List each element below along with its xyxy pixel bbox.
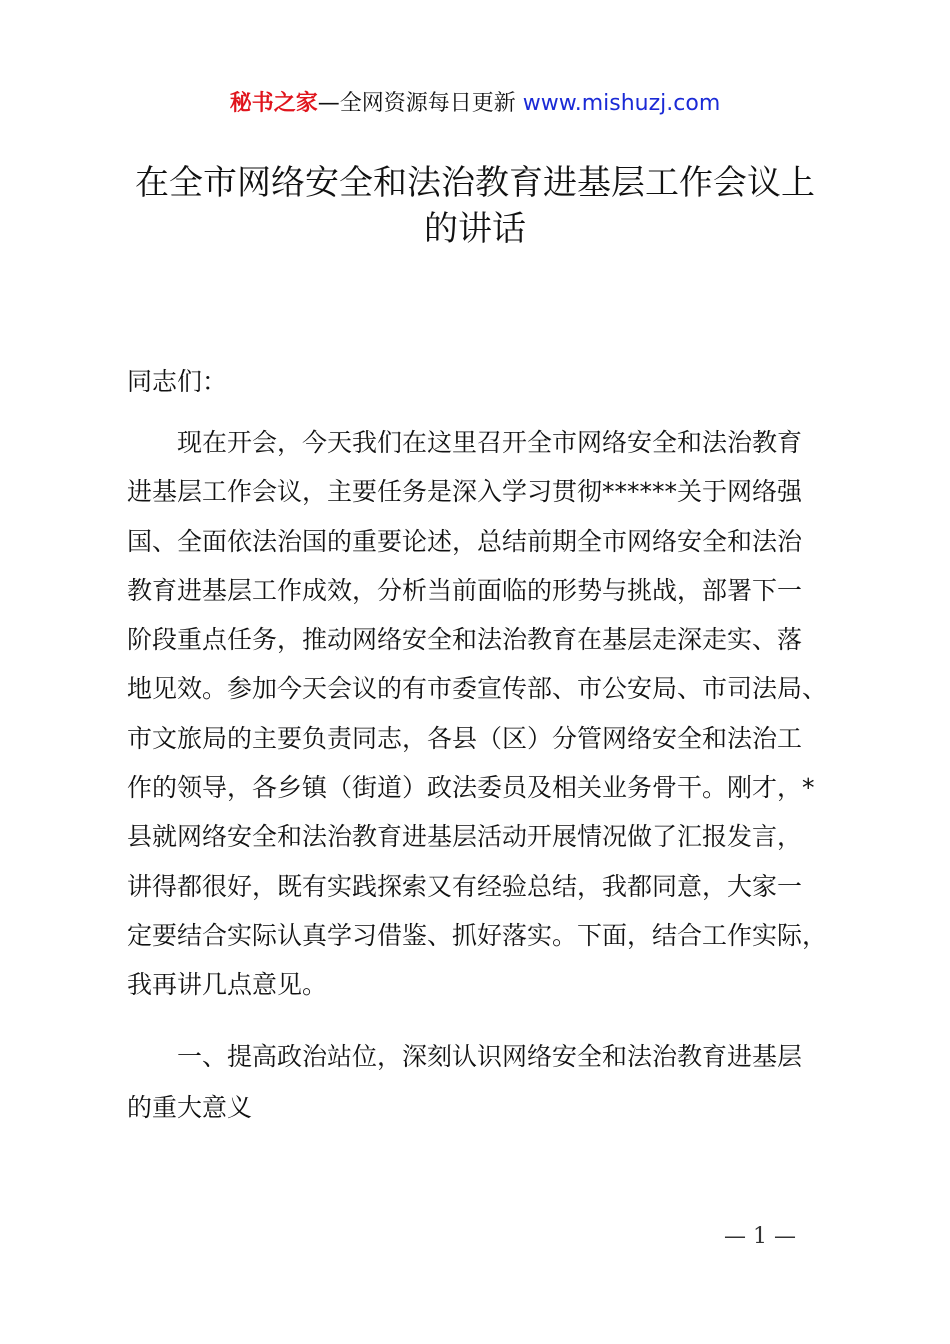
section-heading-1 [127,1037,867,1139]
document-title [110,160,840,252]
paragraph-line: 我再讲几点意见。 [127,970,328,1000]
paragraph-line: 讲得都很好，既有实践探索又有经验总结，我都同意，大家一 [127,871,803,901]
site-banner [0,88,950,120]
banner-tagline: —全网资源每日更新 [317,91,516,116]
paragraph-line: 市文旅局的主要负责同志，各县（区）分管网络安全和法治工 [127,723,803,753]
paragraph-line: 现在开会，今天我们在这里召开全市网络安全和法治教育 [177,428,803,457]
banner-brand: 秘书之家 [229,91,318,116]
heading-line: 一、提高政治站位，深刻认识网络安全和法治教育进基层 [177,1042,803,1071]
paragraph-line: 阶段重点任务，推动网络安全和法治教育在基层走深走实、落 [127,625,803,655]
paragraph-line: 地见效。参加今天会议的有市委宣传部、市公安局、市司法局、 [127,674,828,704]
paragraph-1 [127,423,867,1015]
paragraph-line: 教育进基层工作成效，分析当前面临的形势与挑战，部署下一 [127,575,803,605]
banner-url-link[interactable]: www.mishuzj.com [522,91,721,116]
paragraph-line: 作的领导，各乡镇（街道）政法委员及相关业务骨干。刚才，* [127,773,815,803]
paragraph-line: 进基层工作会议，主要任务是深入学习贯彻******关于网络强 [127,477,803,507]
page-number: — 1 — [724,1224,796,1249]
paragraph-line: 定要结合实际认真学习借鉴、抓好落实。下面，结合工作实际， [127,920,828,950]
paragraph-line: 国、全面依法治国的重要论述，总结前期全市网络安全和法治 [127,526,803,556]
heading-line: 的重大意义 [127,1093,253,1122]
title-line: 在全市网络安全和法治教育进基层工作会议上 [135,163,815,203]
title-line: 的讲话 [424,209,526,249]
salutation: 同志们： [127,367,228,396]
paragraph-line: 县就网络安全和法治教育进基层活动开展情况做了汇报发言， [127,822,803,852]
